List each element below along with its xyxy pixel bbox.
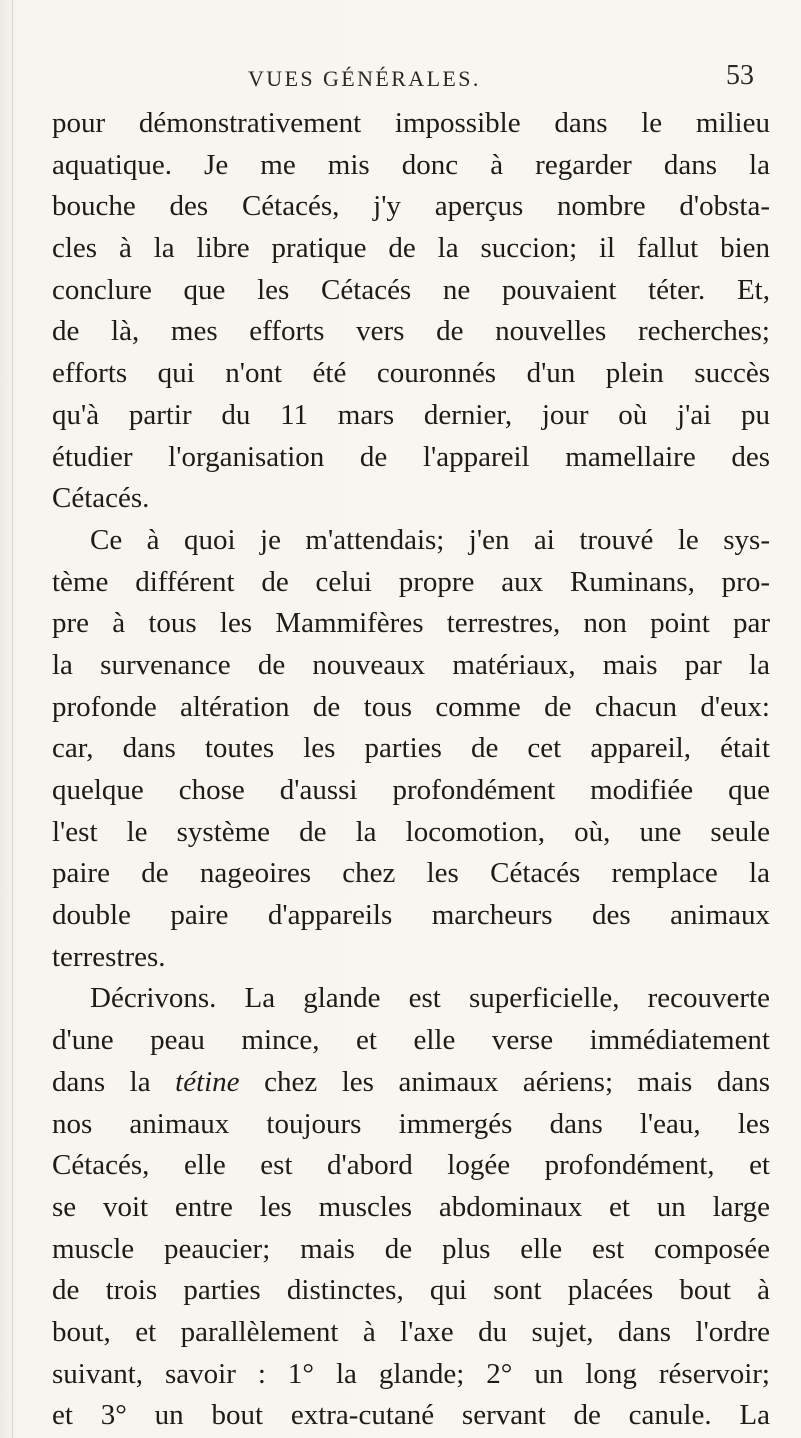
text-line-9: étudier l'organisation de l'appareil mamellaire des: [52, 440, 770, 473]
text-line-29: de trois parties distinctes, qui sont placées bout à: [52, 1274, 770, 1307]
text-line-16: car, dans toutes les parties de cet appareil, était: [52, 732, 770, 765]
text-line-28: muscle peaucier; mais de plus elle est composée: [52, 1232, 770, 1265]
text-line-22: Décrivons. La glande est superficielle, recouverte: [90, 982, 770, 1015]
page-number: 53: [726, 60, 754, 91]
text-line-19: paire de nageoires chez les Cétacés remplace la: [52, 857, 770, 890]
text-line-26: Cétacés, elle est d'abord logée profondément, et: [52, 1149, 770, 1182]
text-line-31: suivant, savoir : 1° la glande; 2° un long réservoir;: [52, 1357, 770, 1390]
text-line-20: double paire d'appareils marcheurs des animaux: [52, 899, 770, 932]
text-line-32: et 3° un bout extra-cutané servant de canule. La: [52, 1399, 770, 1432]
text-line-24: dans la tétine chez les animaux aériens; mais dans: [52, 1065, 770, 1098]
text-line-30: bout, et parallèlement à l'axe du sujet, dans l'ordre: [52, 1315, 770, 1348]
text-line-21: terrestres.: [52, 940, 166, 973]
text-line-7: efforts qui n'ont été couronnés d'un plein succès: [52, 357, 770, 390]
italic-word: tétine: [175, 1065, 240, 1098]
text-line-5: conclure que les Cétacés ne pouvaient téter. Et,: [52, 273, 770, 306]
body-text: [52, 103, 770, 1437]
text-line-15: profonde altération de tous comme de chacun d'eux:: [52, 690, 770, 723]
text-line-4: cles à la libre pratique de la succion; il fallut bien: [52, 232, 770, 265]
text-line-27: se voit entre les muscles abdominaux et un large: [52, 1190, 770, 1223]
page-gutter-shadow: [12, 0, 13, 1438]
text-line-25: nos animaux toujours immergés dans l'eau, les: [52, 1107, 770, 1140]
text-line-23: d'une peau mince, et elle verse immédiatement: [52, 1024, 770, 1057]
text-line-3: bouche des Cétacés, j'y aperçus nombre d'obsta-: [52, 190, 770, 223]
text-line-18: l'est le système de la locomotion, où, une seule: [52, 815, 770, 848]
page-header: [0, 58, 801, 98]
text-line-12: tème différent de celui propre aux Ruminans, pro-: [52, 565, 770, 598]
text-line-2: aquatique. Je me mis donc à regarder dans la: [52, 148, 770, 181]
text-line-11: Ce à quoi je m'attendais; j'en ai trouvé le sys-: [90, 523, 770, 556]
text-line-17: quelque chose d'aussi profondément modifiée que: [52, 774, 770, 806]
text-line-10: Cétacés.: [52, 482, 150, 515]
running-head: VUES GÉNÉRALES.: [248, 66, 481, 91]
text-line-13: pre à tous les Mammifères terrestres, non point par: [52, 607, 770, 640]
text-line-8: qu'à partir du 11 mars dernier, jour où j'ai pu: [52, 398, 770, 431]
text-line-6: de là, mes efforts vers de nouvelles recherches;: [52, 315, 770, 348]
text-line-1: pour démonstrativement impossible dans le milieu: [52, 107, 770, 139]
text-line-14: la survenance de nouveaux matériaux, mais par la: [52, 648, 770, 681]
